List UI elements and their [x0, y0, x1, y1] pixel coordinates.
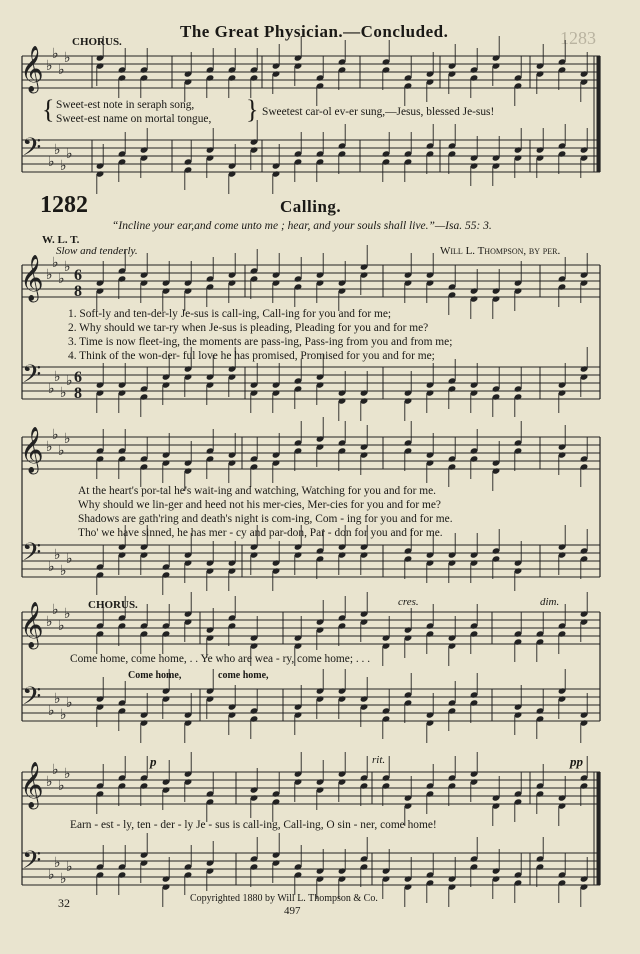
- system-1-bass-notes: [96, 120, 589, 194]
- system-4-treble-notes: [96, 592, 589, 666]
- system-3-bass-notes: [96, 525, 589, 595]
- system-4-treble-staff: [22, 612, 600, 644]
- key-flat-sign: ♭: [52, 762, 59, 778]
- system-1-treble-clef: 𝄞: [20, 46, 44, 92]
- key-flat-sign: ♭: [66, 695, 73, 711]
- composer-credit: Will L. Thompson, by per.: [440, 245, 561, 257]
- chorus-label: CHORUS.: [88, 599, 138, 611]
- cres-marking: cres.: [398, 596, 419, 608]
- key-flat-sign: ♭: [54, 142, 61, 158]
- key-flat-sign: ♭: [46, 267, 53, 283]
- key-flat-sign: ♭: [48, 559, 55, 575]
- time-signature-bottom: 8: [74, 385, 82, 402]
- bass-echo-come-home-2: come home,: [218, 670, 269, 681]
- system-3-bass-clef: 𝄢: [22, 538, 42, 573]
- verse-4-lyrics-a: 4. Think of the won-der- ful love he has promised, Promised for you and for me;: [68, 350, 435, 362]
- time-signature-top: 6: [74, 369, 82, 386]
- chorus-label-top: CHORUS.: [72, 36, 122, 48]
- verse-1-lyrics-b: At the heart's por-tal he's wait-ing and watching, Watching for you and for me.: [78, 485, 436, 497]
- system-5-bass-notes: [96, 833, 589, 907]
- scripture-reference: “Incline your ear,and come unto me ; hear, and your souls shall live.”—Isa. 55: 3.: [112, 220, 492, 232]
- key-flat-sign: ♭: [48, 867, 55, 883]
- verse-2-lyrics-b: Why should we lin-ger and heed not his mer-cies, Mer-cies for you and for me?: [78, 499, 441, 511]
- lyric-line-1c: Sweetest car-ol ev-er sung,—Jesus, blessed Je-sus!: [262, 106, 495, 118]
- tempo-marking: Slow and tenderly.: [56, 245, 138, 257]
- page-left-number: 32: [58, 896, 70, 910]
- dynamic-pp: pp: [570, 754, 583, 769]
- faded-corner-number: 1283: [560, 28, 596, 48]
- chorus-lyrics: Come home, come home, . . Ye who are wea - ry, come home; . . .: [70, 653, 371, 665]
- system-2-treble-clef: 𝄞: [20, 255, 44, 301]
- key-flat-sign: ♭: [52, 602, 59, 618]
- key-flat-sign: ♭: [64, 606, 71, 622]
- key-flat-sign: ♭: [46, 614, 53, 630]
- system-2-bass-clef: 𝄢: [22, 360, 42, 395]
- previous-hymn-title: The Great Physician.—Concluded.: [180, 22, 449, 41]
- key-flat-sign: ♭: [48, 703, 55, 719]
- hymn-title: Calling.: [280, 197, 342, 216]
- brace-lyrics: {: [42, 95, 55, 124]
- key-flat-sign: ♭: [46, 439, 53, 455]
- copyright-notice: Copyrighted 1880 by Will L. Thompson & Co.: [190, 893, 378, 904]
- brace-lyrics-close: }: [246, 95, 259, 124]
- lyric-line-1a: Sweet-est note in seraph song,: [56, 99, 195, 111]
- key-flat-sign: ♭: [60, 707, 67, 723]
- dynamic-p: p: [150, 754, 157, 769]
- rit-marking: rit.: [372, 754, 386, 766]
- system-1-treble-staff: [22, 56, 600, 88]
- system-2-treble-staff: [22, 265, 600, 297]
- system-5-treble-notes: [96, 752, 589, 826]
- key-flat-sign: ♭: [46, 774, 53, 790]
- final-lyrics: Earn - est - ly, ten - der - ly Je - sus is call-ing, Call-ing, O sin - ner, come home!: [70, 819, 437, 831]
- lyric-line-1b: Sweet-est name on mortal tongue,: [56, 113, 212, 125]
- dim-marking: dim.: [540, 596, 560, 608]
- system-4-bass-staff: [22, 689, 600, 721]
- system-4-bass-clef: 𝄢: [22, 682, 42, 717]
- verse-2-lyrics-a: 2. Why should we tar-ry when Je-sus is pleading, Pleading for you and for me?: [68, 322, 429, 334]
- system-3-bass-staff: [22, 545, 600, 577]
- author-initials: W. L. T.: [42, 234, 80, 246]
- key-flat-sign: ♭: [46, 58, 53, 74]
- time-signature-top: 6: [74, 267, 82, 284]
- key-flat-sign: ♭: [54, 691, 61, 707]
- system-1-bass-staff: [22, 140, 600, 172]
- system-5-bass-clef: 𝄢: [22, 846, 42, 881]
- key-flat-sign: ♭: [54, 547, 61, 563]
- system-5-treble-staff: [22, 772, 600, 804]
- system-1-treble-notes: [96, 36, 589, 106]
- key-flat-sign: ♭: [66, 373, 73, 389]
- key-flat-sign: ♭: [60, 158, 67, 174]
- key-flat-sign: ♭: [58, 778, 65, 794]
- system-2-bass-staff: [22, 367, 600, 399]
- key-flat-sign: ♭: [66, 859, 73, 875]
- verse-1-lyrics-a: 1. Soft-ly and ten-der-ly Je-sus is call-ing, Call-ing for you and for me;: [68, 308, 392, 320]
- key-flat-sign: ♭: [60, 563, 67, 579]
- key-flat-sign: ♭: [48, 154, 55, 170]
- key-flat-sign: ♭: [64, 431, 71, 447]
- bass-echo-come-home-1: Come home,: [128, 670, 182, 681]
- system-2-treble-notes: [96, 245, 589, 319]
- hymn-number: 1282: [40, 192, 88, 218]
- key-flat-sign: ♭: [58, 271, 65, 287]
- verse-4-lyrics-b: Tho' we have sinned, he has mer - cy and par-don, Par - don for you and for me.: [78, 527, 443, 539]
- verse-3-lyrics-a: 3. Time is now fleet-ing, the moments are pass-ing, Pass-ing from you and from me;: [68, 336, 453, 348]
- time-signature-bottom: 8: [74, 283, 82, 300]
- key-flat-sign: ♭: [58, 618, 65, 634]
- key-flat-sign: ♭: [54, 855, 61, 871]
- key-flat-sign: ♭: [48, 381, 55, 397]
- system-1-bass-clef: 𝄢: [22, 133, 42, 168]
- key-flat-sign: ♭: [52, 46, 59, 62]
- system-5-bass-staff: [22, 853, 600, 885]
- key-flat-sign: ♭: [52, 255, 59, 271]
- key-flat-sign: ♭: [52, 427, 59, 443]
- verse-3-lyrics-b: Shadows are gath'ring and death's night is com-ing, Com - ing for you and for me.: [78, 513, 453, 525]
- system-5-treble-clef: 𝄞: [20, 762, 44, 808]
- system-3-treble-clef: 𝄞: [20, 427, 44, 473]
- key-flat-sign: ♭: [54, 369, 61, 385]
- page-number: 497: [284, 905, 301, 917]
- key-flat-sign: ♭: [58, 62, 65, 78]
- key-flat-sign: ♭: [58, 443, 65, 459]
- system-4-bass-notes: [96, 669, 589, 743]
- key-flat-sign: ♭: [64, 766, 71, 782]
- system-3-treble-notes: [96, 417, 589, 491]
- key-flat-sign: ♭: [60, 385, 67, 401]
- key-flat-sign: ♭: [60, 871, 67, 887]
- key-flat-sign: ♭: [64, 50, 71, 66]
- system-2-bass-notes: [96, 347, 589, 421]
- system-3-treble-staff: [22, 437, 600, 469]
- key-flat-sign: ♭: [64, 259, 71, 275]
- system-4-treble-clef: 𝄞: [20, 602, 44, 648]
- key-flat-sign: ♭: [66, 146, 73, 162]
- key-flat-sign: ♭: [66, 551, 73, 567]
